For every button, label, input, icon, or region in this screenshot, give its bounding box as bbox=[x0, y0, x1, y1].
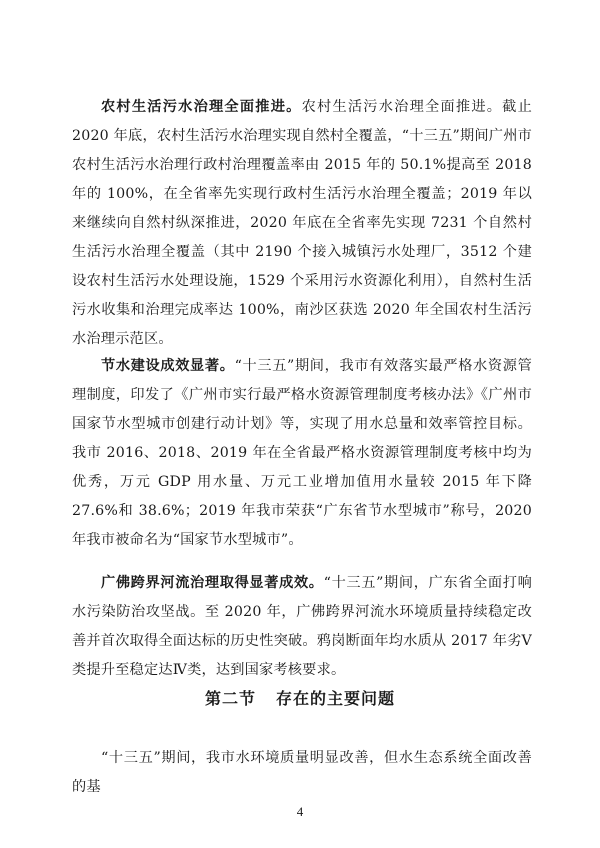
paragraph-existing-problems: “十三五”期间，我市水环境质量明显改善，但水生态系统全面改善的基 bbox=[72, 750, 532, 795]
paragraph-cross-border-rivers bbox=[72, 569, 532, 685]
paragraph-text: “十三五”期间，我市有效落实最严格水资源管理制度，印发了《广州市实行最严格水资源管理制度考核办法》《广州市国家节水型城市创建行动计划》等，实现了用水总量和效率管控目标。我市 2016、2018、2019 年在全省最严格水资源管理制度考核中均为优秀，万元 GDP 用水量、万元工业增加值用水量较 2015 年下降 27.6%和 38.6%；2019 年我市荣获“广东省节水型城市”称号，2020 年我市被命名为“国家节水型城市”。 bbox=[72, 358, 532, 548]
section-heading bbox=[0, 686, 600, 709]
paragraph-water-saving bbox=[72, 352, 532, 555]
section-title-text: 存在的主要问题 bbox=[276, 689, 396, 708]
section-number: 第二节 bbox=[204, 689, 256, 708]
paragraph-lead: 农村生活污水治理全面推进。 bbox=[101, 99, 302, 115]
page-number: 4 bbox=[296, 804, 304, 819]
paragraph-text: 农村生活污水治理全面推进。截止 2020 年底，农村生活污水治理实现自然村全覆盖，“十三五”期间广州市农村生活污水治理行政村治理覆盖率由 2015 年的 50.1%提高至 2018 年的 100%，在全省率先实现行政村生活污水治理全覆盖；2019 年以来继续向自然村纵深推进，2020 年底在全省率先实现 7231 个自然村生活污水治理全覆盖（其中 2190 个接入城镇污水处理厂，3512 个建设农村生活污水处理设施，1529 个采用污水资源化利用），自然村生活污水收集和治理完成率达 100%，南沙区获选 2020 年全国农村生活污水治理示范区。 bbox=[72, 99, 532, 347]
paragraph-lead: 广佛跨界河流治理取得显著成效。 bbox=[101, 575, 324, 591]
paragraph-rural-sewage bbox=[72, 93, 532, 354]
paragraph-lead: 节水建设成效显著。 bbox=[101, 358, 235, 374]
paragraph-text: “十三五”期间，广东省全面打响水污染防治攻坚战。至 2020 年，广佛跨界河流水环境质量持续稳定改善并首次取得全面达标的历史性突破。鸦岗断面年均水质从 2017 年劣Ⅴ类提升至稳定达Ⅳ类，达到国家考核要求。 bbox=[72, 575, 532, 678]
